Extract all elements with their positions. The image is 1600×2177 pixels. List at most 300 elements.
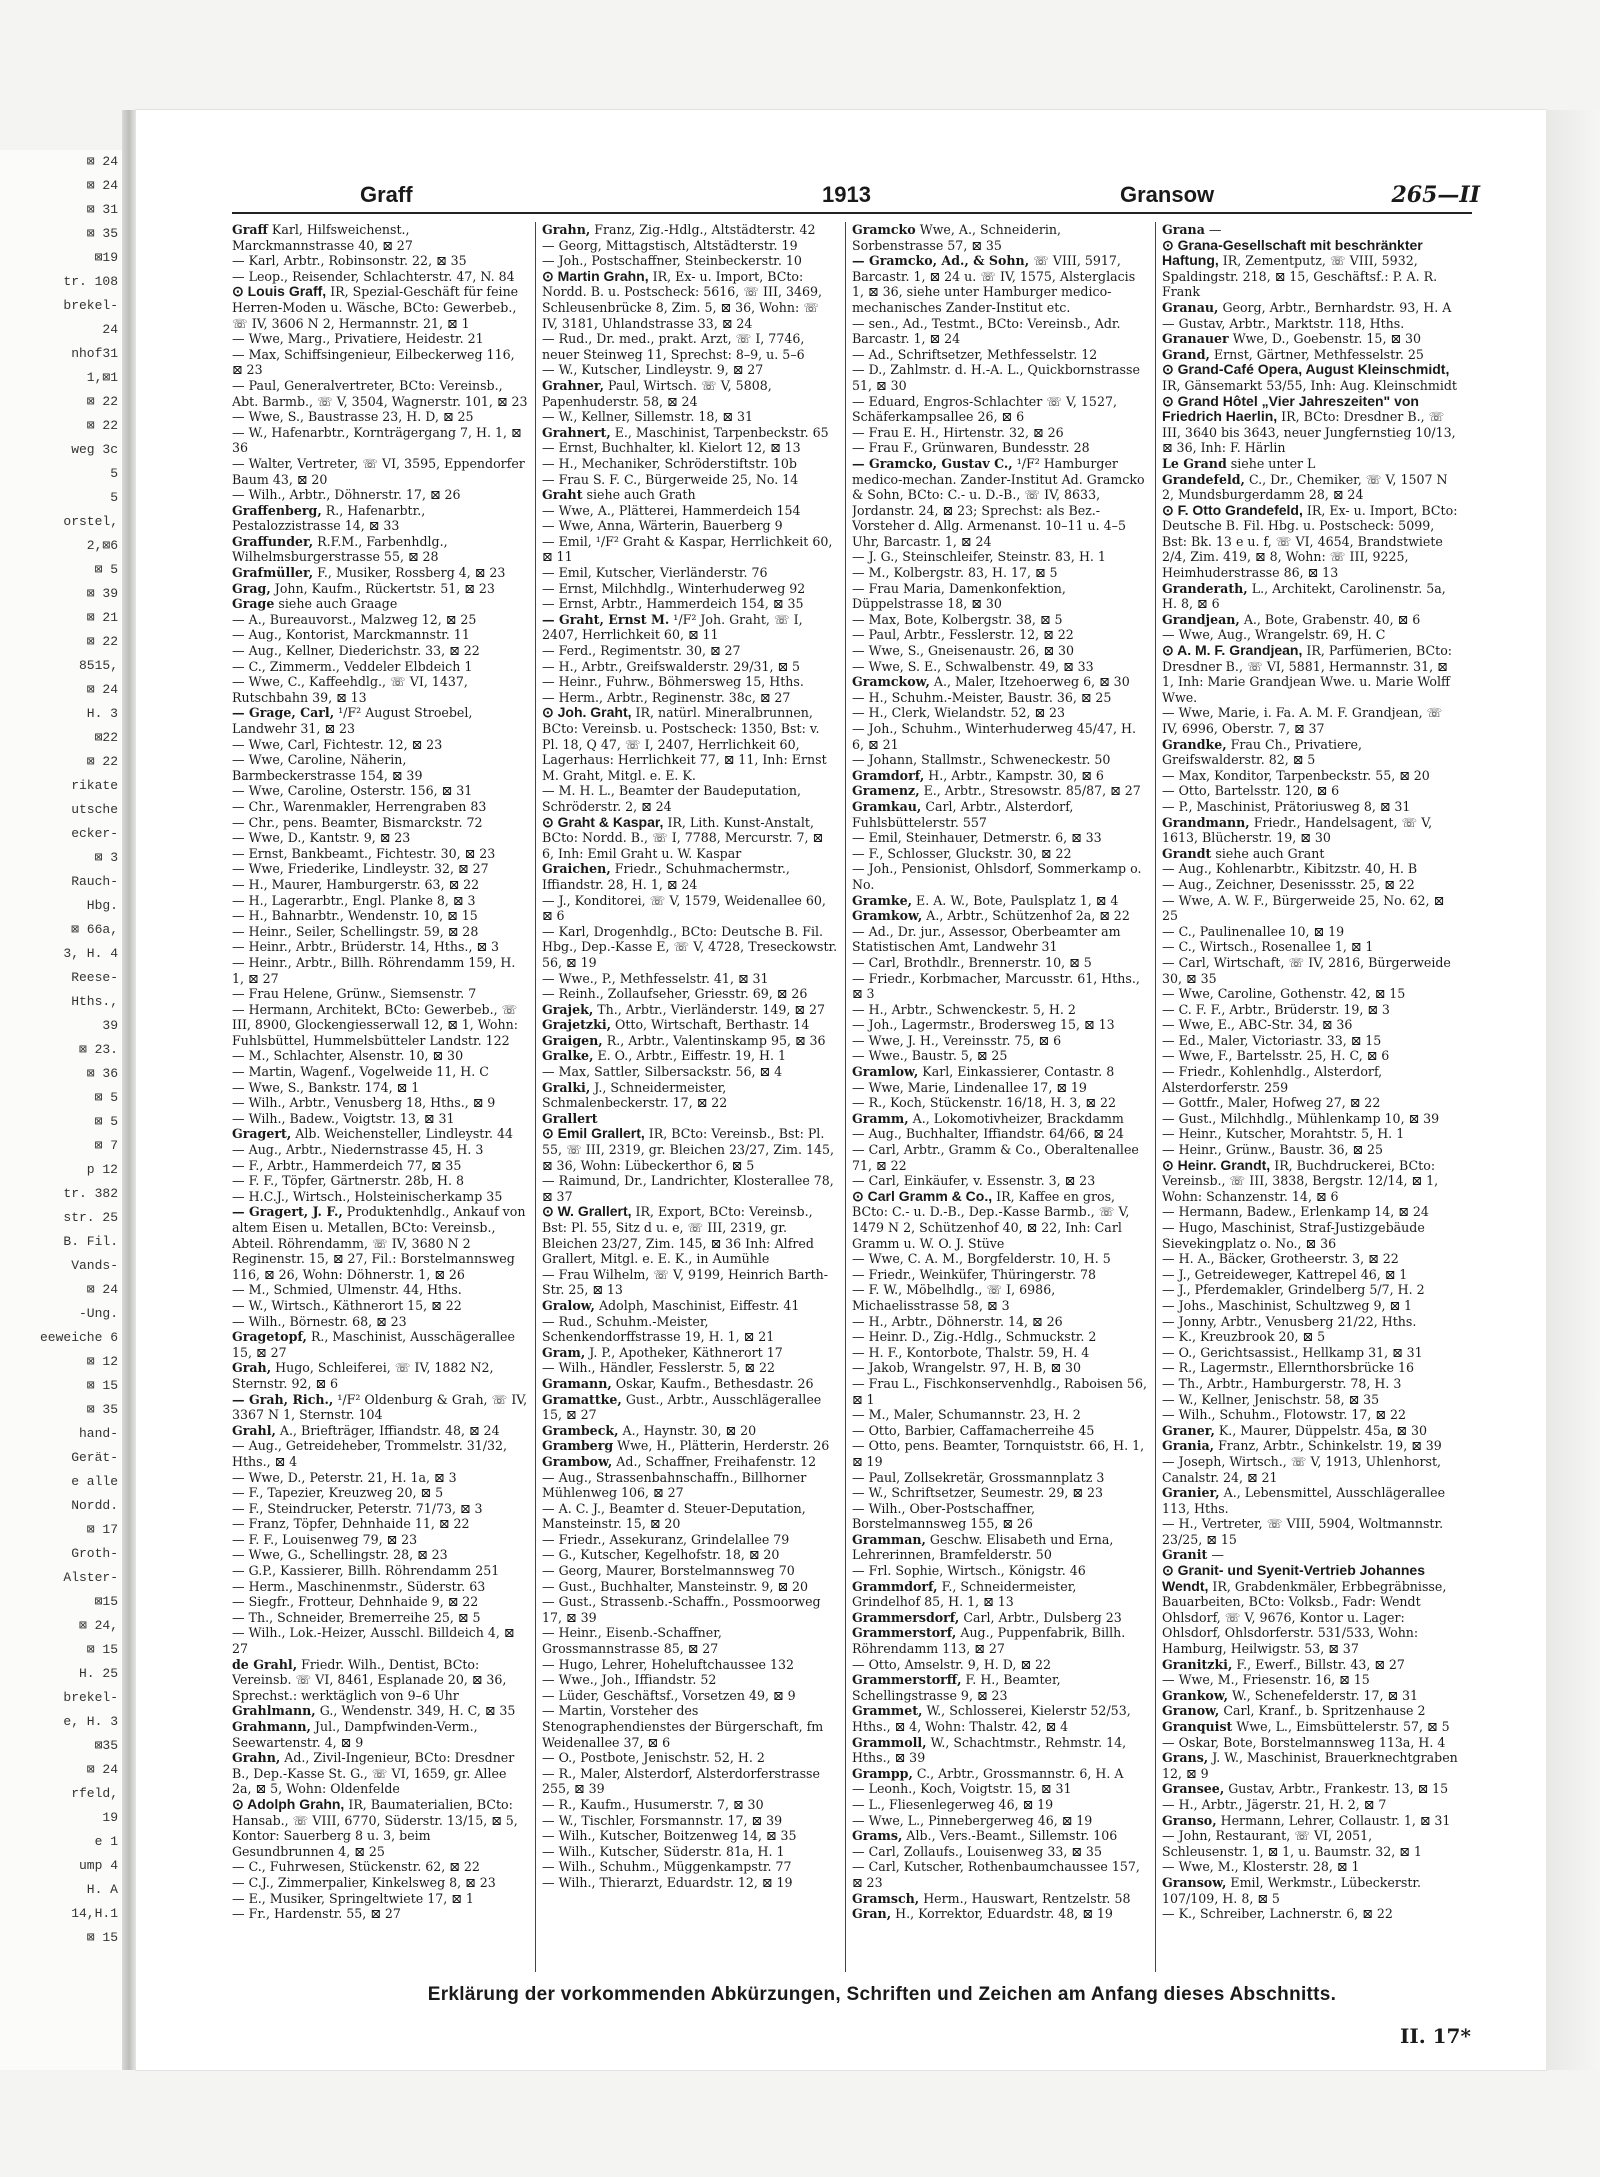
entry-details: — H., Arbtr., Jägerstr. 21, H. 2, ⊠ 7 xyxy=(1162,1796,1387,1812)
entry-details: — Wwe, G., Schellingstr. 28, ⊠ 23 xyxy=(232,1547,448,1563)
entry-name: de Grahl, xyxy=(232,1656,298,1672)
directory-entry xyxy=(232,627,528,643)
entry-details: — G.P., Kassierer, Billh. Röhrendamm 251 xyxy=(232,1563,500,1579)
column-divider xyxy=(535,222,536,1972)
header-year: 1913 xyxy=(822,182,871,207)
entry-name: ⊙ Granit- und Syenit-Vertrieb Johannes Wendt, xyxy=(1162,1562,1425,1594)
directory-entry xyxy=(852,643,1148,659)
entry-details: — Wwe, S., Baustrasse 23, H. D, ⊠ 25 xyxy=(232,409,474,425)
entry-details: A., Arbtr., Schützenhof 2a, ⊠ 22 xyxy=(926,908,1130,924)
entry-details: A., Haynstr. 30, ⊠ 20 xyxy=(622,1422,757,1438)
adjacent-page-fragment: Vands- xyxy=(71,1258,118,1273)
directory-entry xyxy=(852,1470,1148,1486)
entry-name: — Graht, Ernst M. xyxy=(542,611,670,627)
entry-details: — H., Lagerarbtr., Engl. Planke 8, ⊠ 3 xyxy=(232,892,476,908)
directory-entry xyxy=(1162,300,1458,316)
entry-name: Graichen, xyxy=(542,861,611,877)
directory-entry xyxy=(1162,1095,1458,1111)
directory-entry xyxy=(1162,1657,1458,1673)
entry-details: — Heinr. D., Zig.-Hdlg., Schmuckstr. 2 xyxy=(852,1329,1097,1345)
directory-entry xyxy=(852,253,1148,315)
directory-entry xyxy=(1162,472,1458,503)
directory-entry xyxy=(852,394,1148,425)
directory-entry xyxy=(232,456,528,487)
entry-details: IR, Buchdruckerei, BCto: Vereinsb., ☏ III, 3838, Bergstr. 12/14, ⊠ 1, Wohn: Schanzenstr. 14, ⊠ 6 xyxy=(1162,1157,1439,1204)
entry-name: Granquist xyxy=(1162,1719,1233,1734)
entry-details: Friedr., Schuhmachermstr., Iffiandstr. 28, H. 1, ⊠ 24 xyxy=(542,861,790,892)
entry-details: F., Schneidermeister, Grindelhof 85, H. 1, ⊠ 13 xyxy=(852,1578,1077,1610)
entry-name: Grahn, xyxy=(232,1750,281,1766)
entry-details: — Wwe, Marie, Lindenallee 17, ⊠ 19 xyxy=(852,1079,1087,1095)
entry-details: — Wwe, Aug., Wrangelstr. 69, H. C xyxy=(1162,627,1386,643)
directory-entry xyxy=(1162,1267,1458,1283)
directory-entry xyxy=(542,659,838,675)
directory-entry xyxy=(232,924,528,940)
directory-entry xyxy=(1162,1376,1458,1392)
directory-entry xyxy=(232,783,528,799)
directory-entry xyxy=(852,705,1148,721)
directory-entry xyxy=(232,1392,528,1423)
entry-details: Wwe, H., Plätterin, Herderstr. 26 xyxy=(617,1438,830,1454)
adjacent-page-fragment: tr. 382 xyxy=(63,1186,118,1201)
entry-name: Granitzki, xyxy=(1162,1656,1233,1672)
directory-entry xyxy=(852,1703,1148,1734)
entry-details: — M., Kolbergstr. 83, H. 17, ⊠ 5 xyxy=(852,565,1058,581)
entry-details: — Heinr., Fuhrw., Böhmersweg 15, Hths. xyxy=(542,674,804,690)
entry-details: Th., Arbtr., Vierländerstr. 149, ⊠ 27 xyxy=(597,1001,825,1017)
directory-entry xyxy=(852,627,1148,643)
entry-name: ⊙ F. Otto Grandefeld, xyxy=(1162,501,1303,518)
directory-entry xyxy=(542,1563,838,1579)
directory-entry xyxy=(232,643,528,659)
entry-name: Graffenberg, xyxy=(232,502,322,518)
entry-details: — Wwe., P., Methfesselstr. 41, ⊠ 31 xyxy=(542,970,769,986)
directory-entry xyxy=(1162,1750,1458,1781)
entry-details: IR, Spezial-Geschäft für feine Herren-Moden u. Wäsche, BCto: Gewerbeb., ☏ IV, 3606 N 2, Hermannstr. 21, ⊠ 1 xyxy=(232,284,519,331)
directory-entry xyxy=(542,924,838,971)
entry-name: Grammersdorf, xyxy=(852,1609,960,1625)
entry-name: Grambow, xyxy=(542,1453,613,1469)
entry-details: — Wwe, S., Bankstr. 174, ⊠ 1 xyxy=(232,1079,420,1095)
entry-details: — D., Zahlmstr. d. H.-A. L., Quickbornstrasse 51, ⊠ 30 xyxy=(852,362,1140,393)
entry-details: — Heinr., Seiler, Schellingstr. 59, ⊠ 28 xyxy=(232,923,479,939)
directory-entry xyxy=(232,1703,528,1719)
adjacent-page-fragment: ⊠19 xyxy=(94,250,118,265)
entry-details: — Walter, Vertreter, ☏ VI, 3595, Eppendorfer Baum 43, ⊠ 20 xyxy=(232,455,525,487)
entry-details: — Wwe, A., Plätterei, Hammerdeich 154 xyxy=(542,502,801,518)
directory-entry xyxy=(232,1657,528,1704)
entry-details: — H., Schuhm.-Meister, Baustr. 36, ⊠ 25 xyxy=(852,689,1112,705)
entry-details: — Reinh., Zollaufseher, Griesstr. 69, ⊠ 26 xyxy=(542,986,808,1002)
entry-details: — Hermann, Architekt, BCto: Gewerbeb., ☏ III, 8900, Glockengiesserwall 12, ⊠ 1, Wohn: Fuhlsbüttel, Hummelsbütteler Landstr. 122 xyxy=(232,1001,518,1048)
directory-entry xyxy=(1162,783,1458,799)
entry-name: Grahn, xyxy=(542,222,591,237)
entry-details: — Heinr., Kutscher, Morahtstr. 5, H. 1 xyxy=(1162,1126,1405,1142)
entry-details: — M., Schmied, Ulmenstr. 44, Hths. xyxy=(232,1282,462,1298)
entry-details: — Ernst, Bankbeamt., Fichtestr. 30, ⊠ 23 xyxy=(232,845,496,861)
directory-entry xyxy=(1162,1033,1458,1049)
entry-details: IR, BCto: Dresdner B., ☏ III, 3640 bis 3643, neuer Jungfernstieg 10/13, ⊠ 36, Inh: F. Härlin xyxy=(1162,409,1456,456)
entry-name: Gran, xyxy=(852,1906,892,1922)
column-4 xyxy=(1162,222,1458,1972)
directory-entry xyxy=(852,908,1148,924)
entry-name: Grana xyxy=(1162,222,1205,237)
entry-details: — Chr., Warenmakler, Herrengraben 83 xyxy=(232,798,487,814)
directory-entry xyxy=(232,1048,528,1064)
directory-entry xyxy=(542,425,838,441)
entry-details: — Jonny, Arbtr., Venusberg 21/22, Hths. xyxy=(1162,1313,1417,1329)
entry-details: — A. C. J., Beamter d. Steuer-Deputation, Mansteinstr. 15, ⊠ 20 xyxy=(542,1500,806,1532)
directory-entry xyxy=(1162,1423,1458,1439)
directory-entry xyxy=(1162,1126,1458,1142)
entry-details: — H.C.J., Wirtsch., Holsteinischerkamp 35 xyxy=(232,1188,503,1204)
directory-entry xyxy=(852,659,1148,675)
adjacent-page-fragment: 14,H.1 xyxy=(71,1906,118,1921)
entry-details: — Frau Maria, Damenkonfektion, Düppelstrasse 18, ⊠ 30 xyxy=(852,580,1066,612)
entry-details: Emil, Werkmstr., Lübeckerstr. 107/109, H. 8, ⊠ 5 xyxy=(1162,1874,1422,1906)
entry-details: — Frau E. H., Hirtenstr. 32, ⊠ 26 xyxy=(852,424,1064,440)
directory-entry xyxy=(1162,893,1458,924)
directory-entry xyxy=(1162,986,1458,1002)
directory-entry xyxy=(852,222,1148,253)
entry-details: E. O., Arbtr., Eiffestr. 19, H. 1 xyxy=(597,1048,786,1064)
entry-details: — Aug., Buchhalter, Iffiandstr. 64/66, ⊠ 24 xyxy=(852,1126,1124,1142)
entry-details: — Wwe, Caroline, Gothenstr. 42, ⊠ 15 xyxy=(1162,986,1406,1002)
entry-details: — Th., Schneider, Bremerreihe 25, ⊠ 5 xyxy=(232,1609,481,1625)
directory-entry xyxy=(232,1610,528,1626)
entry-details: — Wwe, S. E., Schwalbenstr. 49, ⊠ 33 xyxy=(852,658,1094,674)
entry-details: — sen., Ad., Testmt., BCto: Vereinsb., Adr. Barcastr. 1, ⊠ 24 xyxy=(852,315,1121,347)
entry-name: Grandt xyxy=(1162,845,1212,861)
entry-name: — Grage, Carl, xyxy=(232,705,335,721)
directory-entry xyxy=(852,1844,1148,1860)
entry-details: Friedr., Handelsagent, ☏ V, 1613, Blücherstr. 19, ⊠ 30 xyxy=(1162,814,1433,846)
directory-entry xyxy=(232,1516,528,1532)
entry-details: — Ernst, Milchhdlg., Winterhuderweg 92 xyxy=(542,580,806,596)
entry-details: — J., Pferdemakler, Grindelberg 5/7, H. 2 xyxy=(1162,1282,1425,1298)
entry-details: — Wwe, L., Pinnebergerweg 46, ⊠ 19 xyxy=(852,1812,1093,1828)
entry-name: Grajek, xyxy=(542,1001,594,1017)
directory-entry xyxy=(542,783,838,814)
directory-entry xyxy=(1162,394,1458,456)
entry-details: Karl, Hilfsweichenst., Marckmannstrasse 40, ⊠ 27 xyxy=(232,222,413,253)
adjacent-page-fragment: ⊠ 15 xyxy=(86,1378,118,1393)
entry-name: Gramkow, xyxy=(852,908,923,924)
entry-name: Grandefeld, xyxy=(1162,471,1245,487)
entry-details: J., Schneidermeister, Schmalenbeckerstr. 17, ⊠ 22 xyxy=(542,1079,728,1111)
adjacent-page-fragment: ⊠ 22 xyxy=(86,418,118,433)
directory-entry xyxy=(232,1158,528,1174)
directory-entry xyxy=(852,1080,1148,1096)
directory-entry xyxy=(1162,939,1458,955)
directory-entry xyxy=(852,1345,1148,1361)
entry-details: — Carl, Wirtschaft, ☏ IV, 2816, Bürgerweide 30, ⊠ 35 xyxy=(1162,954,1451,986)
directory-entry xyxy=(852,1376,1148,1407)
entry-details: — C., Fuhrwesen, Stückenstr. 62, ⊠ 22 xyxy=(232,1859,480,1875)
directory-entry xyxy=(1162,1345,1458,1361)
directory-entry xyxy=(852,347,1148,363)
entry-details: — Wwe, M., Klosterstr. 28, ⊠ 1 xyxy=(1162,1859,1360,1875)
directory-entry xyxy=(542,1703,838,1750)
directory-entry xyxy=(852,1142,1148,1173)
directory-entry xyxy=(1162,581,1458,612)
entry-details: Jul., Dampfwinden-Verm., Seewartenstr. 4, ⊠ 9 xyxy=(232,1719,478,1750)
column-divider xyxy=(845,222,846,1972)
entry-details: R., Maschinist, Ausschägerallee 15, ⊠ 27 xyxy=(232,1329,515,1360)
entry-name: Grammdorf, xyxy=(852,1578,938,1594)
entry-details: Herm., Hauswart, Rentzelstr. 58 xyxy=(923,1890,1131,1906)
entry-details: — Wwe, C., Kaffeehdlg., ☏ VI, 1437, Rutschbahn 39, ⊠ 13 xyxy=(232,674,468,705)
directory-entry xyxy=(232,1797,528,1859)
adjacent-page-fragment: Alster- xyxy=(63,1570,118,1585)
adjacent-page-fragment: 3, H. 4 xyxy=(63,946,118,961)
adjacent-page-fragment: e, H. 3 xyxy=(63,1714,118,1729)
directory-entry xyxy=(852,1064,1148,1080)
directory-entry xyxy=(232,1111,528,1127)
entry-name: Grandjean, xyxy=(1162,611,1240,627)
directory-entry xyxy=(542,612,838,643)
directory-entry xyxy=(1162,1329,1458,1345)
directory-entry xyxy=(1162,1251,1458,1267)
entry-details: — Wwe., Baustr. 5, ⊠ 25 xyxy=(852,1048,1008,1064)
entry-details: — F., Steindrucker, Peterstr. 71/73, ⊠ 3 xyxy=(232,1500,483,1516)
directory-entry xyxy=(232,1906,528,1922)
entry-details: IR, Ex- u. Import, BCto: Nordd. B. u. Postscheck: 5616, ☏ III, 3469, Schleusenbrücke 8, Zim. 5, ⊠ 36, Wohn: ☏ IV, 3181, Uhlandstrasse 33, ⊠ 24 xyxy=(542,268,823,331)
entry-details: — Wwe., Joh., Iffiandstr. 52 xyxy=(542,1672,717,1688)
entry-name: Gralow, xyxy=(542,1297,595,1313)
entry-details: — Heinr., Grünw., Baustr. 36, ⊠ 25 xyxy=(1162,1142,1384,1158)
entry-details: — O., Postbote, Jenischstr. 52, H. 2 xyxy=(542,1750,765,1766)
entry-name: — Gragert, J. F., xyxy=(232,1204,343,1220)
entry-details: — Karl, Drogenhdlg., BCto: Deutsche B. Fil. Hbg., Dep.-Kasse E, ☏ V, 4728, Treseckowstr. 56, ⊠ 19 xyxy=(542,923,838,970)
adjacent-page-fragment: ⊠ 39 xyxy=(86,586,118,601)
entry-name: ⊙ Carl Gramm & Co., xyxy=(852,1187,993,1204)
entry-name: Grahnert, xyxy=(542,424,611,440)
entry-details: ☏ VIII, 5917, Barcastr. 1, ⊠ 24 u. ☏ IV, 1575, Alsterglacis 1, ⊠ 36, siehe unter Hamburger medico-mechanisches Zander-Institut etc. xyxy=(852,253,1136,315)
adjacent-page-fragment: ⊠ 36 xyxy=(86,1066,118,1081)
directory-entry xyxy=(232,1501,528,1517)
directory-entry xyxy=(852,1360,1148,1376)
directory-entry xyxy=(232,1095,528,1111)
entry-details: — Ed., Maler, Victoriastr. 33, ⊠ 15 xyxy=(1162,1032,1382,1048)
entry-details: — F., Schlosser, Gluckstr. 30, ⊠ 22 xyxy=(852,845,1072,861)
adjacent-page-fragment: rikate xyxy=(71,778,118,793)
directory-entry xyxy=(1162,1906,1458,1922)
entry-details: — Frau S. F. C., Bürgerweide 25, No. 14 xyxy=(542,471,799,487)
directory-entry xyxy=(232,378,528,409)
entry-details: Carl, Arbtr., Alsterdorf, Fuhlsbüttelerstr. 557 xyxy=(852,798,1074,830)
directory-entry xyxy=(232,565,528,581)
entry-details: — Leop., Reisender, Schlachterstr. 47, N. 84 xyxy=(232,268,515,284)
adjacent-page-fragment: Groth- xyxy=(71,1546,118,1561)
entry-details: J. P., Apotheker, Käthnerort 17 xyxy=(589,1344,783,1360)
directory-entry xyxy=(232,581,528,597)
directory-entry xyxy=(852,1423,1148,1439)
directory-entry xyxy=(1162,331,1458,347)
entry-name: ⊙ Graht & Kaspar, xyxy=(542,813,664,830)
entry-details: IR, natürl. Mineralbrunnen, BCto: Vereinsb. u. Postscheck: 1350, Bst: v. Pl. 18, Q 47, ☏ I, 2407, Herrlichkeit 60, Lagerhaus: Herrlichkeit 77, ⊠ 11, Inh: Ernst M. Graht, Mitgl. e. E. K. xyxy=(542,705,827,783)
entry-details: A., Bote, Grabenstr. 40, ⊠ 6 xyxy=(1243,611,1421,627)
directory-entry xyxy=(852,1859,1148,1890)
entry-details: — Aug., Kellner, Diederichstr. 33, ⊠ 22 xyxy=(232,643,480,659)
entry-details: — xyxy=(1208,222,1222,237)
entry-name: Grahmann, xyxy=(232,1719,311,1734)
entry-details: — W., Kellner, Jenischstr. 58, ⊠ 35 xyxy=(1162,1391,1380,1407)
directory-entry xyxy=(852,440,1148,456)
entry-details: — Wwe, S., Gneisenaustr. 26, ⊠ 30 xyxy=(852,643,1075,659)
entry-name: Grafmüller, xyxy=(232,565,314,581)
entry-details: — H., Mechaniker, Schröderstiftstr. 10b xyxy=(542,455,797,471)
entry-details: siehe unter L xyxy=(1230,455,1316,471)
entry-details: — F. F., Töpfer, Gärtnerstr. 28b, H. 8 xyxy=(232,1173,464,1189)
adjacent-page-fragment: 39 xyxy=(102,1018,118,1033)
directory-entry xyxy=(232,253,528,269)
entry-details: — Wilh., Arbtr., Venusberg 18, Hths., ⊠ 9 xyxy=(232,1095,496,1111)
directory-entry xyxy=(852,1329,1148,1345)
entry-details: — L., Fliesenlegerweg 46, ⊠ 19 xyxy=(852,1796,1054,1812)
entry-details: — Raimund, Dr., Landrichter, Klosterallee 78, ⊠ 37 xyxy=(542,1173,834,1204)
entry-details: — Wwe, Marg., Privatiere, Heidestr. 21 xyxy=(232,331,484,347)
directory-entry xyxy=(232,1859,528,1875)
directory-entry xyxy=(542,1625,838,1656)
directory-entry xyxy=(232,893,528,909)
entry-details: — Friedr., Weinküfer, Thüringerstr. 78 xyxy=(852,1266,1097,1282)
entry-details: — Wwe, Caroline, Näherin, Barmbeckerstrasse 154, ⊠ 39 xyxy=(232,752,423,783)
entry-details: — J., Konditorei, ☏ V, 1579, Weidenallee 60, ⊠ 6 xyxy=(542,892,826,924)
entry-details: — J., Getreideweger, Kattrepel 46, ⊠ 1 xyxy=(1162,1266,1408,1282)
directory-entry xyxy=(852,1033,1148,1049)
directory-entry xyxy=(232,1594,528,1610)
entry-details: — Wwe, J. H., Vereinsstr. 75, ⊠ 6 xyxy=(852,1032,1062,1048)
entry-details: — Siegfr., Frotteur, Dehnhaide 9, ⊠ 22 xyxy=(232,1594,479,1610)
directory-entry xyxy=(852,893,1148,909)
entry-name: Gram, xyxy=(542,1344,586,1360)
entry-details: Otto, Wirtschaft, Berthastr. 14 xyxy=(615,1017,810,1033)
entry-name: Graffunder, xyxy=(232,533,314,549)
entry-details: R., Hafenarbtr., Pestalozzistrasse 14, ⊠ 33 xyxy=(232,502,426,534)
entry-details: — Aug., Kohlenarbtr., Kibitzstr. 40, H. B xyxy=(1162,861,1418,877)
directory-entry xyxy=(232,830,528,846)
adjacent-page-fragment: ⊠ 5 xyxy=(94,1114,118,1129)
adjacent-page-fragment: ecker- xyxy=(71,826,118,841)
entry-name: Grag, xyxy=(232,580,271,596)
directory-entry xyxy=(1162,1314,1458,1330)
directory-entry xyxy=(232,846,528,862)
entry-name: Grania, xyxy=(1162,1438,1215,1454)
directory-entry xyxy=(542,487,838,503)
entry-details: W., Schachtmstr., Rehmstr. 14, Hths., ⊠ 39 xyxy=(852,1734,1127,1766)
adjacent-page-fragment: rfeld, xyxy=(71,1786,118,1801)
entry-details: — Franz, Töpfer, Dehnhaide 11, ⊠ 22 xyxy=(232,1516,470,1532)
entry-details: ¹/F² August Stroebel, Landwehr 31, ⊠ 23 xyxy=(232,705,473,736)
entry-details: — H., Vertreter, ☏ VIII, 5904, Woltmannstr. 23/25, ⊠ 15 xyxy=(1162,1516,1444,1547)
directory-entry xyxy=(232,1470,528,1486)
directory-entry xyxy=(852,768,1148,784)
directory-entry xyxy=(852,1407,1148,1423)
directory-entry xyxy=(852,581,1148,612)
entry-details: — Lüder, Geschäftsf., Vorsetzen 49, ⊠ 9 xyxy=(542,1687,796,1703)
entry-details: — H., Bahnarbtr., Wendenstr. 10, ⊠ 15 xyxy=(232,908,478,924)
adjacent-page-fragment: ⊠ 5 xyxy=(94,562,118,577)
entry-details: — Carl, Zollaufs., Louisenweg 33, ⊠ 35 xyxy=(852,1843,1102,1859)
directory-entry xyxy=(852,861,1148,892)
entry-details: — M., Schlachter, Alsenstr. 10, ⊠ 30 xyxy=(232,1048,464,1064)
adjacent-page-fragment: H. 25 xyxy=(78,1666,118,1681)
directory-entry xyxy=(232,1329,528,1360)
entry-name: Grankow, xyxy=(1162,1687,1229,1703)
directory-entry xyxy=(852,1781,1148,1797)
directory-entry xyxy=(1162,1828,1458,1859)
directory-entry xyxy=(232,1719,528,1750)
entry-details: — Ad., Dr. jur., Assessor, Oberbeamter am Statistischen Amt, Landwehr 31 xyxy=(852,923,1121,955)
entry-details: — Johs., Maschinist, Schultzweg 9, ⊠ 1 xyxy=(1162,1297,1413,1313)
entry-name: Gramke, xyxy=(852,892,912,908)
directory-entry xyxy=(1162,1438,1458,1454)
directory-entry xyxy=(542,1813,838,1829)
directory-entry xyxy=(232,1002,528,1049)
entry-details: — Friedr., Kohlenhdlg., Alsterdorf, Alsterdorferstr. 259 xyxy=(1162,1064,1383,1095)
entry-details: W., Schenefelderstr. 17, ⊠ 31 xyxy=(1232,1687,1419,1703)
directory-entry xyxy=(542,1267,838,1298)
entry-details: Hermann, Lehrer, Collaustr. 1, ⊠ 31 xyxy=(1220,1812,1451,1828)
directory-entry xyxy=(852,1282,1148,1313)
adjacent-page-fragment: ⊠ 35 xyxy=(86,1402,118,1417)
directory-entry xyxy=(852,1735,1148,1766)
directory-entry xyxy=(542,1002,838,1018)
directory-entry xyxy=(542,643,838,659)
directory-entry xyxy=(1162,1204,1458,1220)
directory-entry xyxy=(232,425,528,456)
adjacent-page-fragment: ⊠ 24 xyxy=(86,154,118,169)
entry-details: IR, Parfümerien, BCto: Dresdner B., ☏ VI, 5881, Hermannstr. 31, ⊠ 1, Inh: Marie Grandjean Wwe. u. Marie Wolff Wwe. xyxy=(1162,643,1453,705)
entry-name: Gramenz, xyxy=(852,783,920,799)
directory-entry xyxy=(232,1189,528,1205)
entry-details: — Max, Sattler, Silbersackstr. 56, ⊠ 4 xyxy=(542,1064,783,1080)
directory-entry xyxy=(1162,1688,1458,1704)
entry-details: — W., Kutscher, Lindleystr. 9, ⊠ 27 xyxy=(542,362,764,378)
directory-entry xyxy=(542,362,838,378)
adjacent-page-fragment: eeweiche 6 xyxy=(39,1330,118,1345)
entry-details: R.F.M., Farbenhdlg., Wilhelmsburgerstrasse 55, ⊠ 28 xyxy=(232,533,448,565)
entry-name: Gramann, xyxy=(542,1375,612,1391)
entry-name: Grammet, xyxy=(852,1703,923,1719)
entry-details: — C., Wirtsch., Rosenallee 1, ⊠ 1 xyxy=(1162,939,1374,955)
entry-details: — Heinr., Arbtr., Billh. Röhrendamm 159, H. 1, ⊠ 27 xyxy=(232,954,516,986)
entry-details: — xyxy=(1211,1547,1224,1563)
directory-entry xyxy=(852,1485,1148,1501)
directory-entry xyxy=(852,846,1148,862)
entry-details: — F. F., Louisenweg 79, ⊠ 23 xyxy=(232,1531,418,1547)
directory-entry xyxy=(1162,1735,1458,1751)
directory-entry xyxy=(542,1501,838,1532)
directory-entry xyxy=(1162,737,1458,768)
entry-details: — Heinr., Arbtr., Brüderstr. 14, Hths., ⊠ 3 xyxy=(232,939,500,955)
directory-entry xyxy=(542,331,838,362)
entry-details: A., Lebensmittel, Ausschlägerallee 113, Hths. xyxy=(1162,1485,1446,1516)
directory-entry xyxy=(852,1766,1148,1782)
directory-entry xyxy=(852,924,1148,955)
directory-entry xyxy=(232,1314,528,1330)
directory-entry xyxy=(542,1828,838,1844)
entry-details: — Aug., Kontorist, Marckmannstr. 11 xyxy=(232,627,470,643)
adjacent-page-fragment: ⊠ 66a, xyxy=(71,922,118,937)
entry-name: Gramberg xyxy=(542,1438,614,1454)
directory-entry xyxy=(542,1532,838,1548)
directory-entry xyxy=(852,549,1148,565)
directory-entry xyxy=(232,612,528,628)
entry-details: — W., Kellner, Sillemstr. 18, ⊠ 31 xyxy=(542,409,754,425)
directory-entry xyxy=(1162,612,1458,628)
